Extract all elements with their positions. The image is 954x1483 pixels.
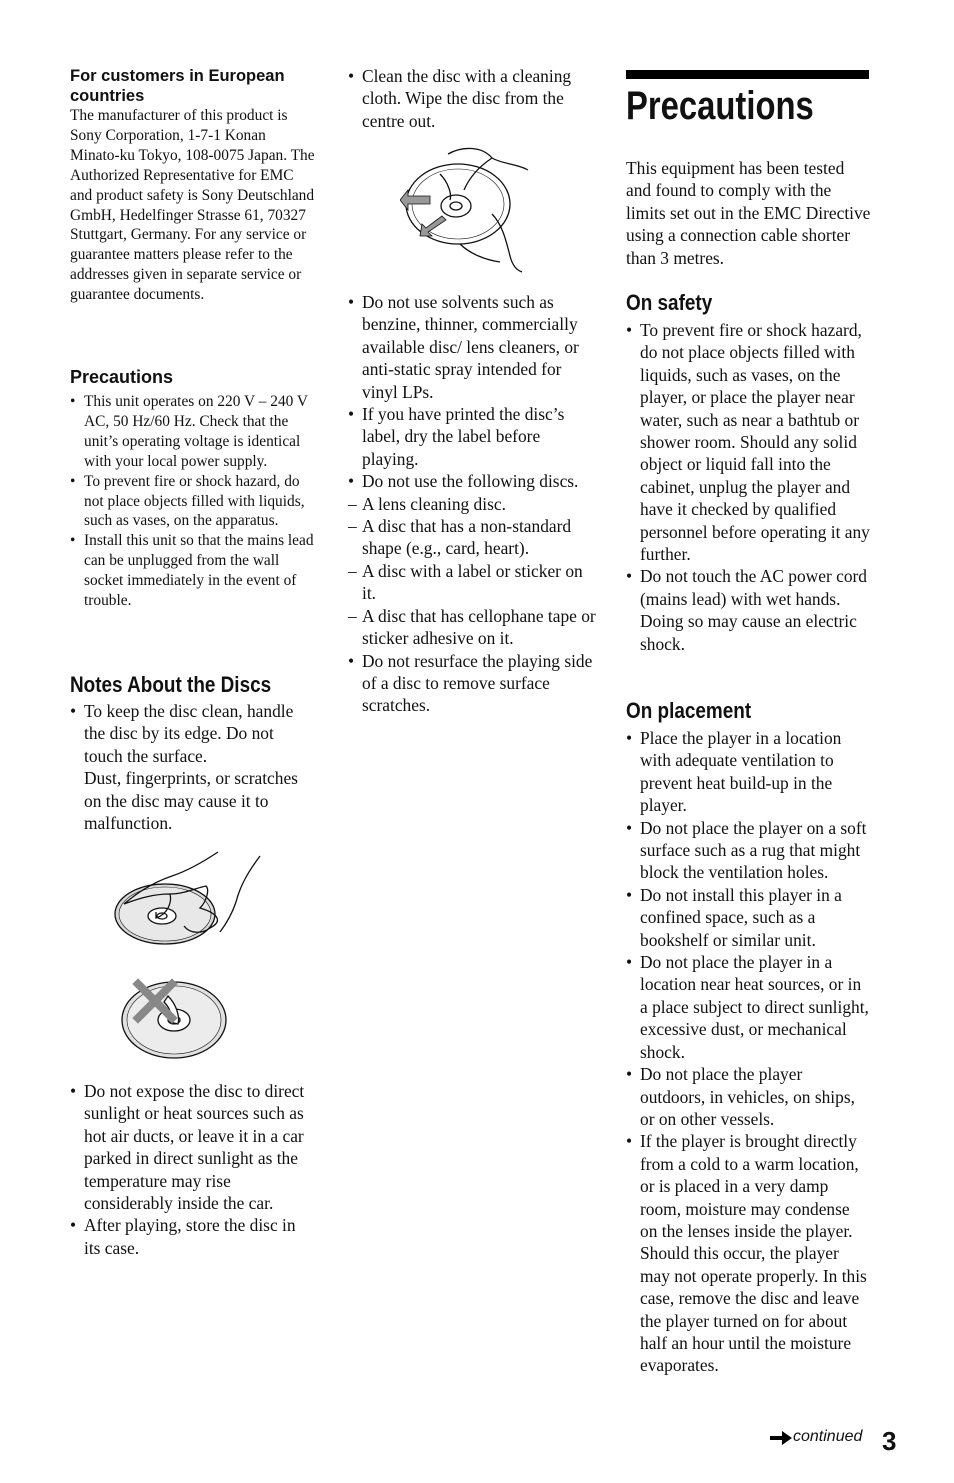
list-item-text: Do not use the following discs.	[362, 471, 579, 492]
list-item: • If the player is brought directly from a cold to a warm location, or is placed in a very damp room, moisture may condense on the lenses inside the player. Should this occur, the player may not operate properly. In this case, remove the disc and leave the player turned on for about half an hour until the moisture evaporates.	[626, 1130, 871, 1376]
safety-heading: On safety	[626, 290, 713, 315]
list-item: • Do not touch the AC power cord (mains lead) with wet hands. Doing so may cause an electric shock.	[626, 565, 871, 655]
list-item-text: Dust, fingerprints, or scratches on the disc may cause it to malfunction.	[84, 768, 298, 834]
eu-customers-heading: For customers in European countries	[70, 67, 285, 105]
disc-handling-illustration	[110, 842, 270, 957]
page-title: Precautions	[626, 84, 814, 128]
placement-list	[626, 727, 871, 1377]
list-item: • To prevent fire or shock hazard, do not place objects filled with liquids, such as vases, on the player, or place the player near water, such as near a bathtub or shower room. Should any solid object or liquid fall into the cabinet, unplug the player and have it checked by qualified personnel before operating it any further.	[626, 319, 871, 565]
list-item: – A disc that has a non-standard shape (e.g., card, heart).	[348, 515, 598, 560]
list-item: • If you have printed the disc’s label, dry the label before playing.	[348, 403, 598, 470]
cleaning-list	[348, 65, 598, 132]
disc-types-list	[348, 493, 598, 650]
continued-label: continued	[793, 1428, 863, 1445]
page-footer	[770, 1427, 900, 1457]
list-item: • Install this unit so that the mains lead can be unplugged from the wall socket immediately in the event of trouble.	[70, 531, 315, 611]
list-item	[70, 700, 315, 834]
list-item: • Do not use solvents such as benzine, thinner, commercially available disc/ lens cleaners, or anti-static spray intended for vinyl LPs.	[348, 291, 598, 403]
list-item: • To prevent fire or shock hazard, do not place objects filled with liquids, such as vases, on the apparatus.	[70, 472, 315, 532]
list-item: • Do not place the player on a soft surface such as a rug that might block the ventilation holes.	[626, 817, 871, 884]
list-item	[348, 470, 598, 649]
disc-cleaning-illustration	[400, 144, 590, 274]
list-item: • Do not place the player outdoors, in vehicles, on ships, or on other vessels.	[626, 1063, 871, 1130]
list-item: • This unit operates on 220 V – 240 V AC, 50 Hz/60 Hz. Check that the unit’s operating voltage is identical with your local power supply.	[70, 392, 315, 472]
list-item: • After playing, store the disc in its case.	[70, 1214, 315, 1259]
intro-text: This equipment has been tested and found to comply with the limits set out in the EMC Directive using a connection cable shorter than 3 metres.	[626, 158, 871, 268]
precautions-subheading: Precautions	[70, 367, 174, 387]
title-rule	[626, 70, 869, 79]
disc-warnings-list	[348, 291, 598, 717]
list-item: – A disc that has cellophane tape or sticker adhesive on it.	[348, 605, 598, 650]
precautions-list	[70, 392, 315, 611]
list-item: – A disc with a label or sticker on it.	[348, 560, 598, 605]
list-item: • Clean the disc with a cleaning cloth. Wipe the disc from the centre out.	[348, 65, 598, 132]
safety-list	[626, 319, 871, 655]
list-item: • Do not install this player in a confined space, such as a bookshelf or similar unit.	[626, 884, 871, 951]
eu-customers-text: The manufacturer of this product is Sony Corporation, 1-7-1 Konan Minato-ku Tokyo, 108-0075 Japan. The Authorized Representative for EMC and product safety is Sony Deutschland GmbH, Hedelfinger Strasse 61, 70327 Stuttgart, Germany. For any service or guarantee matters please refer to the addresses given in separate service or guarantee documents.	[70, 107, 315, 304]
arrow-right-icon	[770, 1431, 792, 1445]
list-item: • Place the player in a location with adequate ventilation to prevent heat build-up in the player.	[626, 727, 871, 817]
page-number: 3	[882, 1426, 897, 1456]
list-item-text: To keep the disc clean, handle the disc by its edge. Do not touch the surface.	[84, 701, 294, 766]
notes-list	[70, 700, 315, 834]
list-item: • Do not expose the disc to direct sunlight or heat sources such as hot air ducts, or leave it in a car parked in direct sunlight as the temperature may rise considerably inside the car.	[70, 1080, 315, 1214]
list-item: – A lens cleaning disc.	[348, 493, 598, 515]
placement-heading: On placement	[626, 698, 752, 723]
disc-care-list	[70, 1080, 315, 1259]
list-item: • Do not resurface the playing side of a disc to remove surface scratches.	[348, 650, 598, 717]
disc-no-touch-illustration	[116, 974, 276, 1064]
notes-discs-heading: Notes About the Discs	[70, 672, 272, 697]
list-item: • Do not place the player in a location near heat sources, or in a place subject to direct sunlight, excessive dust, or mechanical shock.	[626, 951, 871, 1063]
